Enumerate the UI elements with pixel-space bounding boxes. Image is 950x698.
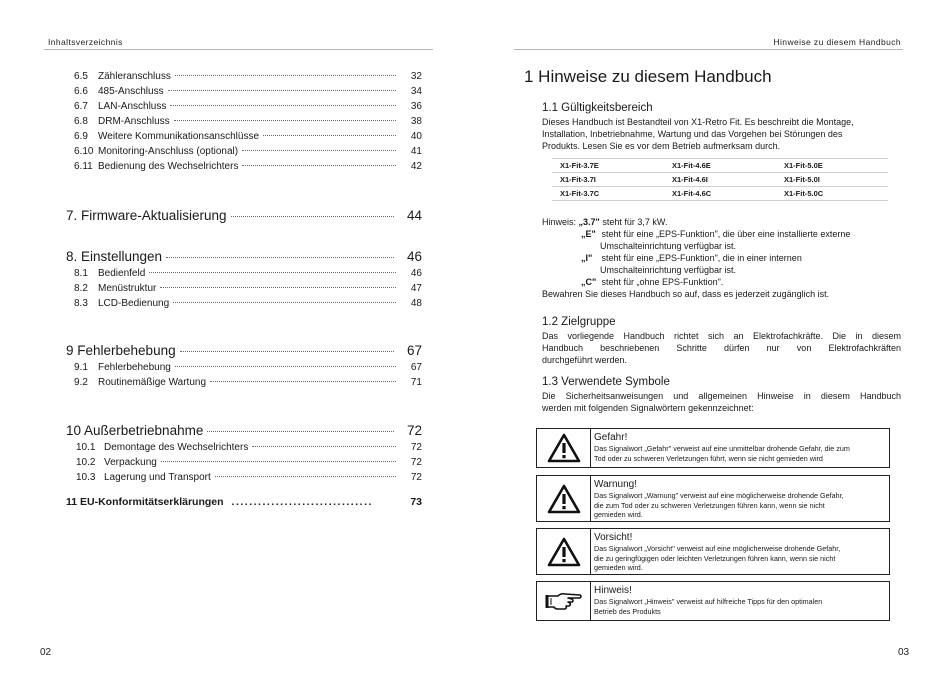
dot-leader bbox=[210, 381, 396, 382]
toc-chapter-title: 8. Einstellungen bbox=[66, 249, 163, 264]
paragraph-line: durchgeführt werden. bbox=[542, 355, 628, 365]
box-line: die zum Tod oder zu schweren Verletzungen führen kann, wenn sie nicht bbox=[594, 500, 825, 510]
toc-title: LCD-Bedienung bbox=[98, 298, 170, 309]
toc-title: Verpackung bbox=[104, 457, 157, 468]
warning-triangle-icon bbox=[537, 476, 591, 521]
note-line-3-7 bbox=[542, 216, 667, 228]
toc-number: 6.11 bbox=[74, 161, 93, 172]
toc-number: 10.3 bbox=[76, 472, 96, 483]
toc-entry-6-10[interactable] bbox=[66, 146, 422, 157]
paragraph-line: Installation, Inbetriebnahme, Wartung und das Vorgehen bei Störungen des bbox=[542, 129, 843, 139]
box-line: Das Signalwort „Vorsicht" verweist auf eine möglicherweise drohende Gefahr, bbox=[594, 544, 841, 553]
box-line: Tod oder zu schweren Verletzungen führt, wenn sie nicht gemieden wird bbox=[594, 453, 823, 463]
table-cell: X1-Fit-5.0E bbox=[776, 159, 888, 173]
paragraph-line: Die Sicherheitsanweisungen und allgemeinen Hinweise in diesem Handbuch bbox=[542, 391, 901, 401]
dot-leader bbox=[242, 165, 396, 166]
section-1-3-paragraph bbox=[542, 390, 901, 414]
table-row bbox=[552, 187, 888, 201]
table-cell: X1-Fit-4.6E bbox=[664, 159, 776, 173]
note-text: steht für „ohne EPS-Funktion". bbox=[601, 277, 724, 287]
toc-page-number: 42 bbox=[410, 161, 422, 172]
header-rule-right bbox=[514, 49, 903, 50]
toc-page-number: 72 bbox=[410, 457, 422, 468]
toc-entry-6-11[interactable] bbox=[66, 161, 422, 172]
toc-number: 8.2 bbox=[74, 283, 88, 294]
toc-page-number: 32 bbox=[410, 71, 422, 82]
note-line-i bbox=[581, 252, 802, 264]
toc-entry-9-1[interactable] bbox=[66, 362, 422, 373]
notice-title: Hinweis! bbox=[594, 585, 632, 596]
dot-leader bbox=[160, 287, 396, 288]
note-text: steht für 3,7 kW. bbox=[602, 217, 668, 227]
toc-entry-6-6[interactable] bbox=[66, 86, 422, 97]
keep-manual-note: Bewahren Sie dieses Handbuch so auf, dass es jederzeit zugänglich ist. bbox=[542, 289, 830, 299]
box-line: Das Signalwort „Gefahr" verweist auf eine unmittelbar drohende Gefahr, die zum bbox=[594, 444, 850, 453]
toc-number: 6.9 bbox=[74, 131, 88, 142]
toc-number: 9.2 bbox=[74, 377, 88, 388]
dot-leader bbox=[166, 257, 394, 258]
table-cell: X1-Fit-5.0I bbox=[776, 173, 888, 187]
note-text: steht für eine „EPS-Funktion", die in einer internen bbox=[601, 253, 802, 263]
toc-chapter-10[interactable] bbox=[66, 423, 422, 438]
box-line: gemieden wird. bbox=[594, 510, 643, 520]
toc-entry-8-2[interactable] bbox=[66, 283, 422, 294]
toc-page-number: 71 bbox=[410, 377, 422, 388]
toc-page-number: 36 bbox=[410, 101, 422, 112]
toc-chapter-8[interactable] bbox=[66, 249, 422, 264]
left-page bbox=[0, 0, 470, 698]
toc-chapter-7[interactable] bbox=[66, 208, 422, 223]
toc-chapter-title: 7. Firmware-Aktualisierung bbox=[66, 208, 227, 223]
notice-text bbox=[594, 585, 885, 616]
dot-leader bbox=[175, 366, 396, 367]
page-number-right: 03 bbox=[898, 647, 910, 658]
dot-leader bbox=[180, 351, 394, 352]
dot-leader bbox=[215, 476, 396, 477]
right-page bbox=[478, 0, 950, 698]
toc-number: 6.10 bbox=[74, 146, 94, 157]
toc-title: Lagerung und Transport bbox=[104, 472, 211, 483]
section-1-2-paragraph bbox=[542, 330, 901, 366]
toc-entry-6-9[interactable] bbox=[66, 131, 422, 142]
warning-triangle-icon bbox=[537, 429, 591, 467]
toc-title: Weitere Kommunikationsanschlüsse bbox=[98, 131, 260, 142]
toc-number: 6.7 bbox=[74, 101, 88, 112]
toc-entry-6-8[interactable] bbox=[66, 116, 422, 127]
dot-leader: ................................ bbox=[231, 496, 373, 508]
toc-entry-10-3[interactable] bbox=[66, 472, 422, 483]
toc-chapter-title: 9 Fehlerbehebung bbox=[66, 343, 176, 358]
page-number-left: 02 bbox=[40, 647, 52, 658]
caution-box bbox=[536, 528, 890, 575]
dot-leader bbox=[173, 302, 396, 303]
box-line: die zu geringfügigen oder leichten Verletzungen führen kann, wenn sie nicht bbox=[594, 553, 836, 563]
section-heading-1-3: 1.3 Verwendete Symbole bbox=[542, 376, 670, 388]
dot-leader bbox=[242, 150, 396, 151]
note-line-i-cont: Umschalteinrichtung verfügbar ist. bbox=[600, 265, 737, 275]
toc-number: 8.3 bbox=[74, 298, 88, 309]
paragraph-line: Dieses Handbuch ist Bestandteil von X1-Retro Fit. Es beschreibt die Montage, bbox=[542, 117, 854, 127]
warning-title: Warnung! bbox=[594, 479, 637, 490]
toc-title: Fehlerbehebung bbox=[98, 362, 171, 373]
toc-page-number: 48 bbox=[410, 298, 422, 309]
warning-box bbox=[536, 475, 890, 522]
box-line: Betrieb des Produkts bbox=[594, 606, 661, 616]
note-line-c bbox=[581, 276, 723, 288]
toc-page-number: 41 bbox=[410, 146, 422, 157]
toc-page-number: 67 bbox=[406, 343, 422, 358]
table-cell: X1-Fit-3.7I bbox=[552, 173, 664, 187]
toc-title: Monitoring-Anschluss (optional) bbox=[98, 146, 239, 157]
running-head-right: Hinweise zu diesem Handbuch bbox=[773, 37, 901, 47]
toc-page-number: 47 bbox=[410, 283, 422, 294]
toc-number: 6.5 bbox=[74, 71, 88, 82]
toc-page-number: 34 bbox=[410, 86, 422, 97]
toc-title: Bedienfeld bbox=[98, 268, 146, 279]
note-key: „E" bbox=[581, 229, 596, 239]
box-line: Das Signalwort „Hinweis" verweist auf hilfreiche Tipps für den optimalen bbox=[594, 597, 823, 606]
toc-chapter-title: 11 EU-Konformitätserklärungen bbox=[66, 496, 224, 508]
toc-title: Zähleranschluss bbox=[98, 71, 171, 82]
note-line-e-cont: Umschalteinrichtung verfügbar ist. bbox=[600, 241, 737, 251]
toc-page-number: 44 bbox=[406, 208, 422, 223]
toc-title: 485-Anschluss bbox=[98, 86, 164, 97]
toc-number: 6.8 bbox=[74, 116, 88, 127]
toc-page-number: 46 bbox=[410, 268, 422, 279]
paragraph-line: Produkts. Lesen Sie es vor dem Betrieb aufmerksam durch. bbox=[542, 141, 781, 151]
toc-number: 10.1 bbox=[76, 442, 96, 453]
toc-page-number: 72 bbox=[406, 423, 422, 438]
table-cell: X1-Fit-5.0C bbox=[776, 187, 888, 201]
toc-number: 9.1 bbox=[74, 362, 88, 373]
toc-entry-10-2[interactable] bbox=[66, 457, 422, 468]
model-table bbox=[552, 158, 888, 201]
dot-leader bbox=[168, 90, 396, 91]
box-line: Das Signalwort „Warnung" verweist auf eine möglicherweise drohende Gefahr, bbox=[594, 491, 844, 500]
toc-title: DRM-Anschluss bbox=[98, 116, 170, 127]
dot-leader bbox=[231, 216, 394, 217]
toc-page-number: 46 bbox=[406, 249, 422, 264]
box-line: gemieden wird. bbox=[594, 563, 643, 573]
section-1-1-paragraph bbox=[542, 116, 901, 152]
chapter-title: 1 Hinweise zu diesem Handbuch bbox=[524, 67, 772, 86]
toc-number: 10.2 bbox=[76, 457, 96, 468]
table-cell: X1-Fit-4.6I bbox=[664, 173, 776, 187]
caution-text bbox=[594, 532, 885, 573]
caution-title: Vorsicht! bbox=[594, 532, 633, 543]
toc-entry-8-1[interactable] bbox=[66, 268, 422, 279]
toc-chapter-11[interactable] bbox=[66, 496, 422, 508]
note-key: „I" bbox=[581, 253, 593, 263]
dot-leader bbox=[170, 105, 396, 106]
danger-box bbox=[536, 428, 890, 468]
toc-chapter-9[interactable] bbox=[66, 343, 422, 358]
danger-text bbox=[594, 432, 885, 463]
dot-leader bbox=[174, 120, 396, 121]
table-row bbox=[552, 159, 888, 173]
toc-title: LAN-Anschluss bbox=[98, 101, 167, 112]
note-text: steht für eine „EPS-Funktion", die über eine installierte externe bbox=[601, 229, 851, 239]
running-head-left: Inhaltsverzeichnis bbox=[48, 37, 123, 47]
header-rule-left bbox=[44, 49, 433, 50]
toc-chapter-title: 10 Außerbetriebnahme bbox=[66, 423, 204, 438]
section-heading-1-1: 1.1 Gültigkeitsbereich bbox=[542, 102, 653, 114]
toc-title: Routinemäßige Wartung bbox=[98, 377, 207, 388]
dot-leader bbox=[175, 75, 396, 76]
table-cell: X1-Fit-3.7C bbox=[552, 187, 664, 201]
toc-number: 8.1 bbox=[74, 268, 88, 279]
toc-entry-6-5[interactable] bbox=[66, 71, 422, 82]
toc-page-number: 40 bbox=[410, 131, 422, 142]
warning-text bbox=[594, 479, 885, 520]
dot-leader bbox=[161, 461, 396, 462]
dot-leader bbox=[252, 446, 396, 447]
note-label: Hinweis: bbox=[542, 217, 577, 227]
danger-title: Gefahr! bbox=[594, 432, 628, 443]
note-line-e bbox=[581, 228, 850, 240]
dot-leader bbox=[207, 431, 394, 432]
pointing-hand-icon bbox=[537, 582, 591, 620]
paragraph-line: Handbuch beschriebenen Schritte dürfen nur von Elektrofachkräften bbox=[542, 343, 901, 353]
toc-page-number: 73 bbox=[410, 496, 422, 508]
table-cell: X1-Fit-4.6C bbox=[664, 187, 776, 201]
section-heading-1-2: 1.2 Zielgruppe bbox=[542, 316, 616, 328]
note-key: „C" bbox=[581, 277, 597, 287]
toc-title: Bedienung des Wechselrichters bbox=[98, 161, 239, 172]
dot-leader bbox=[149, 272, 396, 273]
toc-entry-8-3[interactable] bbox=[66, 298, 422, 309]
note-key: „3.7" bbox=[578, 217, 600, 227]
toc-number: 6.6 bbox=[74, 86, 88, 97]
toc-page-number: 72 bbox=[410, 442, 422, 453]
toc-page-number: 67 bbox=[410, 362, 422, 373]
toc-entry-10-1[interactable] bbox=[66, 442, 422, 453]
toc-page-number: 72 bbox=[410, 472, 422, 483]
dot-leader bbox=[263, 135, 396, 136]
notice-box bbox=[536, 581, 890, 621]
table-cell: X1-Fit-3.7E bbox=[552, 159, 664, 173]
toc-entry-9-2[interactable] bbox=[66, 377, 422, 388]
toc-entry-6-7[interactable] bbox=[66, 101, 422, 112]
paragraph-line: werden mit folgenden Signalwörtern gekennzeichnet: bbox=[542, 403, 754, 413]
table-row bbox=[552, 173, 888, 187]
paragraph-line: Das vorliegende Handbuch richtet sich an Elektrofachkräfte. Die in diesem bbox=[542, 331, 901, 341]
toc-title: Demontage des Wechselrichters bbox=[104, 442, 249, 453]
toc-title: Menüstruktur bbox=[98, 283, 157, 294]
warning-triangle-icon bbox=[537, 529, 591, 574]
toc-page-number: 38 bbox=[410, 116, 422, 127]
